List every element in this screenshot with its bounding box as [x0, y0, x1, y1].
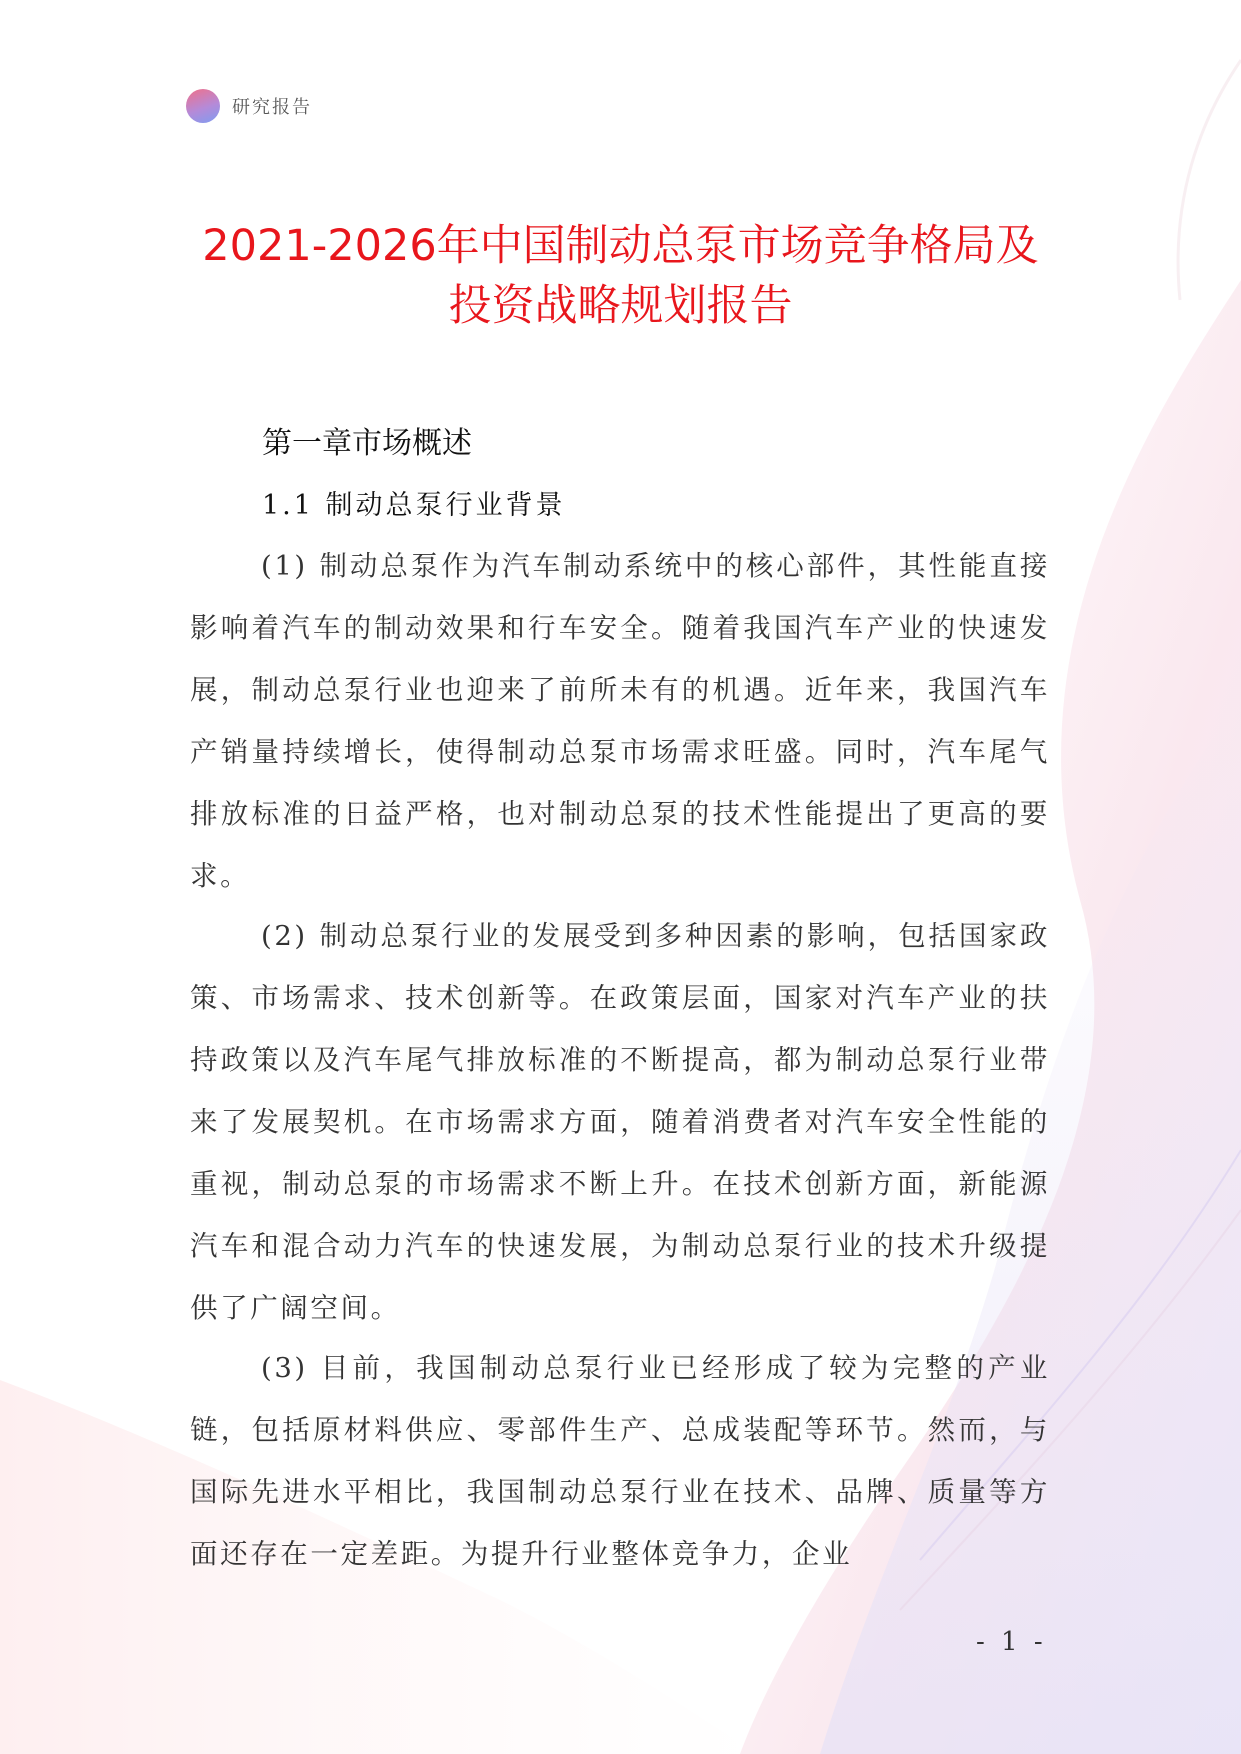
body-paragraph-2: (2) 制动总泵行业的发展受到多种因素的影响，包括国家政策、市场需求、技术创新等。在政策层面，国家对汽车产业的扶持政策以及汽车尾气排放标准的不断提高，都为制动总泵行业带来了发展契机。在市场需求方面，随着消费者对汽车安全性能的重视，制动总泵的市场需求不断上升。在技术创新方面，新能源汽车和混合动力汽车的快速发展，为制动总泵行业的技术升级提供了广阔空间。 [190, 920, 1050, 1324]
report-title [150, 216, 1091, 336]
body-paragraph-3: (3) 目前，我国制动总泵行业已经形成了较为完整的产业链，包括原材料供应、零部件生产、总成装配等环节。然而，与国际先进水平相比，我国制动总泵行业在技术、品牌、质量等方面还存在一定差距。为提升行业整体竞争力，企业 [190, 1352, 1050, 1570]
report-title-line-1: 2021-2026年中国制动总泵市场竞争格局及 [202, 221, 1039, 271]
section-heading: 1.1 制动总泵行业背景 [262, 490, 566, 521]
report-title-line-2: 投资战略规划报告 [448, 281, 793, 331]
page-number: - 1 - [976, 1627, 1047, 1657]
report-header [186, 86, 312, 126]
header-label: 研究报告 [232, 97, 312, 118]
body-paragraph-1: (1) 制动总泵作为汽车制动系统中的核心部件，其性能直接影响着汽车的制动效果和行车安全。随着我国汽车产业的快速发展，制动总泵行业也迎来了前所未有的机遇。近年来，我国汽车产销量持续增长，使得制动总泵市场需求旺盛。同时，汽车尾气排放标准的日益严格，也对制动总泵的技术性能提出了更高的要求。 [190, 550, 1050, 892]
logo-circle-icon [186, 89, 220, 123]
chapter-heading: 第一章市场概述 [262, 426, 472, 461]
